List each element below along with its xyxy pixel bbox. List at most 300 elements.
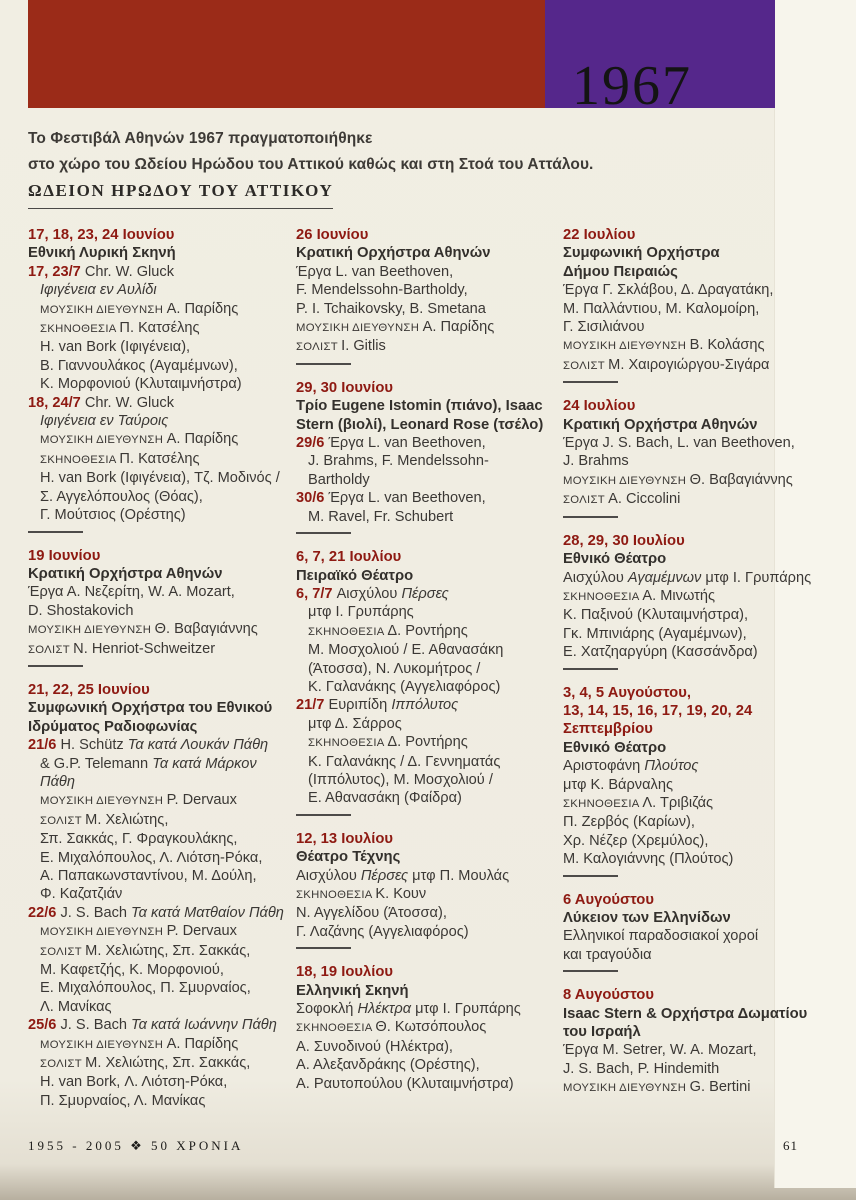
text-segment: Ευριπίδη: [328, 697, 392, 714]
text-segment: 18, 24/7: [28, 394, 85, 411]
text-segment: ΣΚΗΝΟΘΕΣΙΑ: [308, 625, 388, 638]
entry-venue: Κρατική Ορχήστρα Αθηνών: [563, 416, 758, 433]
text-segment: Ε. Χατζηαργύρη (Κασσάνδρα): [563, 644, 758, 661]
entry-divider: [28, 665, 83, 667]
entry-venue: Εθνικό Θέατρο: [563, 739, 667, 756]
program-column-1: [28, 226, 284, 1110]
text-segment: Ε. Μιχαλόπουλος, Π. Σμυρναίος,: [40, 980, 251, 997]
text-segment: Chr. W. Gluck: [84, 263, 175, 280]
text-segment: Δ. Ροντήρης: [387, 734, 468, 751]
program-line: [28, 338, 284, 356]
entry-venue: Συμφωνική Ορχήστρα: [563, 245, 720, 262]
text-segment: Μ. Μοσχολιού / Ε. Αθανασάκη: [308, 642, 504, 659]
text-segment: Α. Μινωτής: [642, 587, 716, 604]
program-line: [563, 452, 819, 470]
text-segment: ΣΟΛΙΣΤ: [563, 494, 609, 507]
program-line: [563, 625, 819, 643]
text-segment: Β. Γιαννουλάκος (Αγαμέμνων),: [40, 357, 238, 374]
program-line: [28, 394, 284, 412]
entry-venue: Λύκειον των Ελληνίδων: [563, 910, 731, 926]
program-line: [28, 620, 284, 639]
text-segment: Γ. Λαζάνης (Αγγελιαφόρος): [296, 923, 469, 940]
entry-divider: [563, 970, 618, 972]
program-line: [28, 811, 284, 830]
program-line: [296, 867, 552, 885]
program-line: [296, 904, 552, 922]
entry-divider: [296, 947, 351, 949]
entry-divider: [563, 381, 618, 383]
entry-venue: Τρίο Eugene Istomin (πιάνο), Isaac: [296, 398, 543, 415]
program-line: [28, 979, 284, 997]
text-segment: J. S. Bach: [60, 1017, 132, 1034]
entry-date: 6 Αυγούστου: [563, 891, 654, 908]
text-segment: Τα κατά Μάρκον: [152, 755, 257, 772]
program-line: [563, 281, 819, 299]
program-line: [296, 715, 552, 733]
program-line: [296, 753, 552, 771]
program-line: [296, 508, 552, 526]
entry-divider: [296, 814, 351, 816]
text-segment: G. Bertini: [689, 1079, 751, 1096]
text-segment: ΣΟΛΙΣΤ: [40, 1058, 86, 1071]
program-line: [296, 641, 552, 659]
entry-divider: [563, 875, 618, 877]
text-segment: Πέρσες: [401, 585, 449, 602]
text-segment: Σπ. Σακκάς, Γ. Φραγκουλάκης,: [40, 831, 238, 848]
program-entry: [296, 830, 552, 949]
text-segment: Αισχύλου: [336, 585, 402, 602]
program-line: [28, 583, 284, 601]
text-segment: P. Dervaux: [166, 923, 237, 940]
page-number: 61: [783, 1138, 798, 1153]
text-segment: μτφ Π. Μουλάς: [408, 867, 510, 884]
program-line: [28, 773, 284, 791]
text-segment: Σοφοκλή: [296, 1001, 358, 1018]
entry-date: 12, 13 Ιουλίου: [296, 830, 394, 847]
text-segment: P. Dervaux: [166, 792, 237, 809]
program-line: [563, 569, 819, 587]
program-line: [296, 1000, 552, 1018]
entry-venue: Πειραϊκό Θέατρο: [296, 567, 414, 584]
text-segment: Α. Παπακωνσταντίνου, Μ. Δούλη,: [40, 868, 257, 884]
program-line: [563, 490, 819, 509]
program-line: [563, 318, 819, 336]
text-segment: Μ. Καλογιάννης (Πλούτος): [563, 851, 734, 868]
text-segment: (Άτοσσα), Ν. Λυκομήτρος /: [308, 660, 481, 677]
text-segment: ΣΚΗΝΟΘΕΣΙΑ: [308, 737, 388, 750]
program-entry: [296, 226, 552, 365]
text-segment: Π. Ζερβός (Καρίων),: [563, 814, 695, 831]
entry-date: 8 Αυγούστου: [563, 987, 654, 1004]
entry-date: 28, 29, 30 Ιουλίου: [563, 532, 685, 549]
program-line: [28, 922, 284, 941]
program-line: [296, 471, 552, 489]
text-segment: 22/6: [28, 904, 61, 921]
program-line: [563, 794, 819, 813]
program-line: [296, 923, 552, 941]
program-line: [296, 452, 552, 470]
text-segment: Γκ. Μπινιάρης (Αγαμέμνων),: [563, 625, 747, 642]
entry-venue: Isaac Stern & Ορχήστρα Δωματίου: [563, 1005, 808, 1022]
text-segment: F. Mendelssohn-Bartholdy,: [296, 282, 468, 299]
text-segment: Ιφιγένεια εν Αυλίδι: [40, 282, 157, 299]
program-line: [28, 736, 284, 754]
text-segment: Chr. W. Gluck: [84, 394, 175, 411]
program-line: [296, 885, 552, 904]
entry-date: Σεπτεμβρίου: [563, 721, 653, 738]
text-segment: Α. Παρίδης: [166, 431, 239, 448]
program-line: [28, 849, 284, 867]
program-entry: [563, 684, 819, 877]
program-line: [296, 733, 552, 752]
text-segment: Μ. Παλλάντιου, Μ. Καλομοίρη,: [563, 300, 760, 317]
program-line: [28, 904, 284, 922]
text-segment: μτφ Δ. Σάρρος: [308, 715, 402, 732]
text-segment: Πέρσες: [360, 867, 409, 884]
entry-divider: [563, 516, 618, 518]
text-segment: D. Shostakovich: [28, 602, 134, 619]
text-segment: Β. Κολάσης: [689, 337, 765, 354]
text-segment: Έργα L. van Beethoven,: [296, 263, 454, 280]
program-line: [563, 434, 819, 452]
entry-venue: του Ισραήλ: [563, 1024, 641, 1041]
text-segment: Α. Παρίδης: [166, 300, 239, 317]
text-segment: Θ. Βαβαγιάννης: [689, 471, 793, 488]
program-line: [28, 488, 284, 506]
entry-date: 24 Ιουλίου: [563, 398, 636, 415]
text-segment: Λ. Τριβιζάς: [642, 794, 714, 811]
text-segment: I. Gitlis: [341, 338, 386, 355]
program-line: [563, 587, 819, 606]
text-segment: Κ. Γαλανάκης (Αγγελιαφόρος): [308, 678, 501, 695]
text-segment: ΣΚΗΝΟΘΕΣΙΑ: [40, 323, 120, 336]
year-heading: 1967: [572, 55, 692, 117]
text-segment: Πλούτος: [644, 758, 699, 775]
text-segment: H. van Bork (Ιφιγένεια), Τζ. Μοδινός /: [40, 470, 280, 487]
program-line: [563, 1041, 819, 1059]
text-segment: Ν. Αγγελίδου (Άτοσσα),: [296, 905, 447, 922]
program-line: [296, 771, 552, 789]
entry-venue: Stern (βιολί), Leonard Rose (τσέλο): [296, 416, 544, 433]
text-segment: Ε. Αθανασάκη (Φαίδρα): [308, 790, 462, 807]
text-segment: μτφ Κ. Βάρναλης: [563, 776, 673, 793]
text-segment: Μ. Χαιρογιώργου-Σιγάρα: [608, 356, 770, 373]
text-segment: Δ. Ροντήρης: [387, 622, 468, 639]
program-line: [296, 337, 552, 356]
program-line: [28, 942, 284, 961]
program-line: [563, 356, 819, 375]
text-segment: Α. Αλεξανδράκης (Ορέστης),: [296, 1057, 480, 1074]
entry-date: 17, 18, 23, 24 Ιουνίου: [28, 227, 175, 243]
text-segment: Ιππόλυτος: [391, 697, 459, 714]
text-segment: Π. Σμυρναίος, Λ. Μανίκας: [40, 1092, 206, 1109]
program-column-2: [296, 226, 552, 1093]
text-segment: Χρ. Νέζερ (Χρεμύλος),: [563, 832, 709, 849]
entry-date: 13, 14, 15, 16, 17, 19, 20, 24: [563, 702, 753, 719]
text-segment: H. van Bork, Λ. Λιότση-Ρόκα,: [40, 1074, 228, 1091]
intro-line-1: Το Φεστιβάλ Αθηνών 1967 πραγματοποιήθηκε: [28, 130, 373, 147]
text-segment: Θ. Κωτσόπουλος: [375, 1019, 487, 1036]
text-segment: Τα κατά Λουκάν Πάθη: [127, 737, 269, 754]
program-line: [296, 1075, 552, 1093]
program-line: [563, 471, 819, 490]
text-segment: Π. Κατσέλης: [119, 450, 200, 467]
program-line: [296, 603, 552, 621]
text-segment: ΣΟΛΙΣΤ: [296, 341, 342, 354]
entry-date: 21, 22, 25 Ιουνίου: [28, 681, 150, 698]
program-line: [28, 830, 284, 848]
text-segment: Έργα M. Setrer, W. A. Mozart,: [563, 1042, 757, 1059]
program-entry: [563, 986, 819, 1097]
text-segment: ΣΚΗΝΟΘΕΣΙΑ: [563, 590, 643, 603]
entry-date: 3, 4, 5 Αυγούστου,: [563, 684, 691, 701]
program-line: [28, 506, 284, 524]
text-segment: Τα κατά Ματθαίον Πάθη: [131, 904, 284, 921]
text-segment: ΣΟΛΙΣΤ: [40, 814, 86, 827]
entry-venue: Ιδρύματος Ραδιοφωνίας: [28, 718, 198, 735]
entry-venue: Κρατική Ορχήστρα Αθηνών: [296, 245, 491, 262]
text-segment: 25/6: [28, 1017, 61, 1034]
text-segment: Μ. Χελιώτης, Σπ. Σακκάς,: [85, 1055, 251, 1072]
text-segment: ΜΟΥΣΙΚΗ ΔΙΕΥΘΥΝΣΗ: [40, 1038, 167, 1051]
text-segment: H. van Bork (Ιφιγένεια),: [40, 339, 191, 356]
entry-venue: Θέατρο Τέχνης: [296, 849, 401, 866]
text-segment: Α. Συνοδινού (Ηλέκτρα),: [296, 1038, 453, 1055]
text-segment: μτφ Ι. Γρυπάρης: [411, 1001, 521, 1018]
program-line: [28, 412, 284, 430]
text-segment: ΣΚΗΝΟΘΕΣΙΑ: [296, 889, 376, 901]
text-segment: 6, 7/7: [296, 585, 337, 602]
program-line: [296, 1056, 552, 1074]
program-line: [28, 375, 284, 393]
text-segment: και τραγούδια: [563, 946, 652, 963]
program-line: [28, 885, 284, 903]
text-segment: ΜΟΥΣΙΚΗ ΔΙΕΥΘΥΝΣΗ: [563, 1082, 690, 1095]
program-line: [296, 789, 552, 807]
text-segment: H. Schütz: [60, 737, 128, 754]
text-segment: ΜΟΥΣΙΚΗ ΔΙΕΥΘΥΝΣΗ: [28, 624, 155, 637]
text-segment: Μ. Χελιώτης,: [85, 811, 169, 828]
program-line: [28, 640, 284, 659]
text-segment: ΜΟΥΣΙΚΗ ΔΙΕΥΘΥΝΣΗ: [40, 434, 167, 447]
program-line: [28, 281, 284, 299]
text-segment: Θ. Βαβαγιάννης: [154, 621, 258, 638]
program-line: [296, 1018, 552, 1037]
text-segment: 30/6: [296, 490, 329, 507]
text-segment: Π. Κατσέλης: [119, 320, 200, 337]
program-entry: [296, 379, 552, 534]
entry-divider: [296, 532, 351, 534]
red-banner-block: [28, 0, 545, 108]
program-column-3: [563, 226, 819, 1098]
program-line: [296, 585, 552, 603]
text-segment: ΜΟΥΣΙΚΗ ΔΙΕΥΘΥΝΣΗ: [40, 926, 167, 939]
program-line: [28, 1054, 284, 1073]
text-segment: Α. Παρίδης: [166, 1035, 239, 1052]
text-segment: Μ. Καφετζής, Κ. Μορφονιού,: [40, 962, 224, 979]
program-line: [28, 450, 284, 469]
entry-divider: [296, 363, 351, 365]
text-segment: Έργα L. van Beethoven,: [328, 435, 486, 452]
text-segment: J. S. Bach, P. Hindemith: [563, 1060, 720, 1077]
entry-divider: [28, 531, 83, 533]
program-line: [296, 281, 552, 299]
program-entry: [563, 532, 819, 670]
entry-venue: Εθνικό Θέατρο: [563, 551, 667, 568]
program-line: [563, 1060, 819, 1078]
text-segment: ΣΟΛΙΣΤ: [563, 359, 609, 372]
program-line: [28, 755, 284, 773]
entry-date: 22 Ιουλίου: [563, 227, 636, 243]
program-line: [28, 961, 284, 979]
program-entry: [563, 891, 819, 973]
text-segment: Λ. Μανίκας: [40, 998, 112, 1015]
text-segment: ΜΟΥΣΙΚΗ ΔΙΕΥΘΥΝΣΗ: [563, 474, 690, 487]
program-line: [563, 850, 819, 868]
text-segment: ΣΚΗΝΟΘΕΣΙΑ: [40, 453, 120, 466]
program-line: [296, 678, 552, 696]
text-segment: Σ. Αγγελόπουλος (Θόας),: [40, 488, 203, 505]
program-line: [28, 791, 284, 810]
program-entry: [296, 963, 552, 1093]
program-line: [28, 998, 284, 1016]
entry-venue: Κρατική Ορχήστρα Αθηνών: [28, 565, 223, 582]
program-line: [563, 832, 819, 850]
text-segment: Bartholdy: [308, 471, 370, 488]
program-line: [563, 776, 819, 794]
program-line: [28, 319, 284, 338]
text-segment: J. S. Bach: [60, 904, 132, 921]
program-line: [28, 430, 284, 449]
text-segment: A. Ciccolini: [608, 491, 681, 508]
program-entry: [296, 548, 552, 816]
text-segment: Έργα Γ. Σκλάβου, Δ. Δραγατάκη,: [563, 282, 774, 299]
program-line: [296, 263, 552, 281]
program-line: [563, 946, 819, 964]
text-segment: Πάθη: [40, 773, 75, 790]
program-line: [296, 434, 552, 452]
entry-divider: [563, 668, 618, 670]
text-segment: Αισχύλου: [296, 867, 361, 884]
program-line: [28, 867, 284, 885]
program-line: [28, 602, 284, 620]
text-segment: Έργα J. S. Bach, L. van Beethoven,: [563, 435, 795, 452]
text-segment: ΜΟΥΣΙΚΗ ΔΙΕΥΘΥΝΣΗ: [563, 340, 690, 353]
text-segment: μτφ Ι. Γρυπάρης: [701, 569, 812, 586]
entry-venue: Ελληνική Σκηνή: [296, 982, 409, 999]
text-segment: Μ. Χελιώτης, Σπ. Σακκάς,: [85, 942, 251, 959]
text-segment: 21/7: [296, 697, 329, 714]
text-segment: Έργα L. van Beethoven,: [328, 490, 486, 507]
entry-date: 26 Ιουνίου: [296, 227, 369, 243]
text-segment: J. Brahms: [563, 453, 629, 470]
program-line: [28, 1035, 284, 1054]
section-heading: ΩΔΕΙΟΝ ΗΡΩΔΟΥ ΤΟΥ ΑΤΤΙΚΟΥ: [28, 181, 333, 209]
program-entry: [563, 226, 819, 383]
text-segment: Κ. Μορφονιού (Κλυταιμνήστρα): [40, 376, 242, 393]
program-line: [563, 643, 819, 661]
entry-venue: Εθνική Λυρική Σκηνή: [28, 245, 176, 262]
program-line: [28, 357, 284, 375]
program-line: [28, 1016, 284, 1034]
text-segment: Κ. Παξινού (Κλυταιμνήστρα),: [563, 607, 749, 624]
entry-date: 19 Ιουνίου: [28, 547, 101, 564]
intro-line-2: στο χώρο του Ωδείου Ηρώδου του Αττικού καθώς και στη Στοά του Αττάλου.: [28, 156, 594, 173]
entry-date: 29, 30 Ιουνίου: [296, 379, 394, 396]
text-segment: ΣΚΗΝΟΘΕΣΙΑ: [563, 797, 643, 810]
text-segment: ΣΟΛΙΣΤ: [28, 643, 74, 656]
text-segment: ΣΚΗΝΟΘΕΣΙΑ: [296, 1022, 376, 1035]
entry-date: 6, 7, 21 Ιουλίου: [296, 549, 402, 566]
text-segment: Αισχύλου: [563, 569, 628, 586]
program-entry: [28, 547, 284, 667]
text-segment: 21/6: [28, 737, 61, 754]
footer-edition-text: 1955 - 2005 ❖ 50 ΧΡΟΝΙΑ: [28, 1138, 244, 1153]
program-line: [563, 813, 819, 831]
program-line: [563, 927, 819, 945]
text-segment: Φ. Καζατζιάν: [40, 886, 123, 903]
program-line: [563, 300, 819, 318]
program-line: [28, 263, 284, 281]
text-segment: Ηλέκτρα: [357, 1001, 412, 1018]
text-segment: & G.P. Telemann: [40, 755, 153, 772]
program-line: [563, 606, 819, 624]
text-segment: Ε. Μιχαλόπουλος, Λ. Λιότση-Ρόκα,: [40, 849, 263, 866]
text-segment: Γ. Μούτσιος (Ορέστης): [40, 507, 186, 524]
text-segment: N. Henriot-Schweitzer: [73, 640, 216, 657]
text-segment: J. Brahms, F. Mendelssohn-: [308, 453, 489, 470]
text-segment: Γ. Σισιλιάνου: [563, 319, 645, 336]
text-segment: Α. Παρίδης: [422, 319, 495, 336]
text-segment: Αγαμέμνων: [627, 569, 702, 586]
text-segment: ΜΟΥΣΙΚΗ ΔΙΕΥΘΥΝΣΗ: [40, 303, 167, 316]
program-line: [296, 696, 552, 714]
program-line: [296, 1038, 552, 1056]
program-line: [28, 1092, 284, 1110]
program-line: [296, 489, 552, 507]
program-line: [28, 300, 284, 319]
program-line: [296, 622, 552, 641]
text-segment: Ιφιγένεια εν Ταύροις: [40, 413, 169, 430]
program-line: [296, 660, 552, 678]
text-segment: Τα κατά Ιωάννην Πάθη: [131, 1017, 277, 1034]
text-segment: P. I. Tchaikovsky, B. Smetana: [296, 300, 486, 317]
entry-date: 18, 19 Ιουλίου: [296, 964, 394, 981]
text-segment: (Ιππόλυτος), Μ. Μοσχολιού /: [308, 771, 493, 788]
intro-text: [28, 126, 593, 178]
program-line: [28, 1073, 284, 1091]
program-line: [563, 1078, 819, 1097]
text-segment: Έργα Α. Νεζερίτη, W. A. Mozart,: [28, 584, 235, 601]
text-segment: Κ. Κουν: [375, 886, 427, 902]
text-segment: ΜΟΥΣΙΚΗ ΔΙΕΥΘΥΝΣΗ: [296, 322, 423, 335]
program-line: [28, 469, 284, 487]
text-segment: 29/6: [296, 435, 329, 452]
program-line: [296, 300, 552, 318]
page-footer: [28, 1138, 818, 1154]
program-entry: [563, 397, 819, 517]
entry-venue: Συμφωνική Ορχήστρα του Εθνικού: [28, 700, 273, 717]
program-line: [563, 757, 819, 775]
entry-venue: Δήμου Πειραιώς: [563, 263, 678, 280]
text-segment: M. Ravel, Fr. Schubert: [308, 508, 454, 525]
program-entry: [28, 226, 284, 533]
program-line: [296, 318, 552, 337]
program-line: [563, 336, 819, 355]
text-segment: Κ. Γαλανάκης / Δ. Γεννηματάς: [308, 753, 501, 770]
text-segment: ΜΟΥΣΙΚΗ ΔΙΕΥΘΥΝΣΗ: [40, 795, 167, 808]
text-segment: Αριστοφάνη: [563, 758, 645, 775]
